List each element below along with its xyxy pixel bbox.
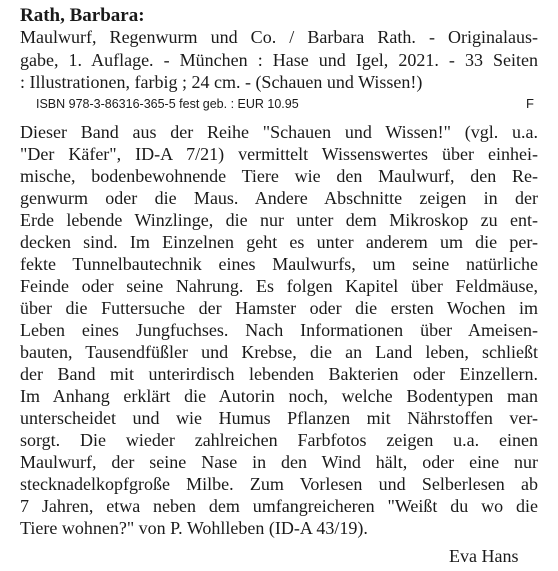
review-line: 7 Jahren, etwa neben dem umfangreicheren "Weißt du wo die xyxy=(20,496,538,516)
review-line: sorgt. Die wieder zahlreichen Farbfotos zeigen u.a. einen xyxy=(20,430,538,450)
review-line: Feinde oder seine Nahrung. Es folgen Kapitel über Feldmäuse, xyxy=(20,276,538,296)
isbn-price-line: ISBN 978-3-86316-365-5 fest geb. : EUR 10.95 xyxy=(36,97,299,111)
review-line: unterscheidet und wie Humus Pflanzen mit Nährstoffen ver- xyxy=(20,408,538,428)
author-heading: Rath, Barbara: xyxy=(20,5,145,26)
bibliographic-line-3: : Illustrationen, farbig ; 24 cm. - (Schauen und Wissen!) xyxy=(20,72,423,92)
bibliographic-line-1: Maulwurf, Regenwurm und Co. / Barbara Rath. - Originalaus- xyxy=(20,27,538,47)
review-line: fekte Tunnelbautechnik eines Maulwurfs, um seine natürliche xyxy=(20,254,538,274)
bibliographic-line-2: gabe, 1. Auflage. - München : Hase und Igel, 2021. - 33 Seiten xyxy=(20,50,538,70)
review-line: Dieser Band aus der Reihe "Schauen und Wissen!" (vgl. u.a. xyxy=(20,122,538,142)
review-line: der Band mit unterirdisch lebenden Bakterien oder Einzellern. xyxy=(20,364,538,384)
review-line: bauten, Tausendfüßler und Krebse, die an Land leben, schließt xyxy=(20,342,538,362)
review-line: stecknadelkopfgroße Milbe. Zum Vorlesen und Selberlesen ab xyxy=(20,474,538,494)
category-flag: F xyxy=(526,96,534,111)
review-line: mische, bodenbewohnende Tiere wie den Maulwurf, den Re- xyxy=(20,166,538,186)
review-line: Im Anhang erklärt die Autorin noch, welche Bodentypen man xyxy=(20,386,538,406)
review-line: Tiere wohnen?" von P. Wohlleben (ID-A 43/19). xyxy=(20,518,368,538)
review-line: "Der Käfer", ID-A 7/21) vermittelt Wissenswertes über einhei- xyxy=(20,144,538,164)
review-line: über die Futtersuche der Hamster oder die ersten Wochen im xyxy=(20,298,538,318)
review-line: Leben eines Jungfuchses. Nach Informationen über Ameisen- xyxy=(20,320,538,340)
review-line: genwurm oder die Maus. Andere Abschnitte zeigen in der xyxy=(20,188,538,208)
review-line: decken sind. Im Einzelnen geht es unter anderem um die per- xyxy=(20,232,538,252)
review-line: Maulwurf, der seine Nase in den Wind hält, oder eine nur xyxy=(20,452,538,472)
review-line: Erde lebende Winzlinge, die nur unter dem Mikroskop zu ent- xyxy=(20,210,538,230)
reviewer-signature: Eva Hans xyxy=(449,546,519,566)
